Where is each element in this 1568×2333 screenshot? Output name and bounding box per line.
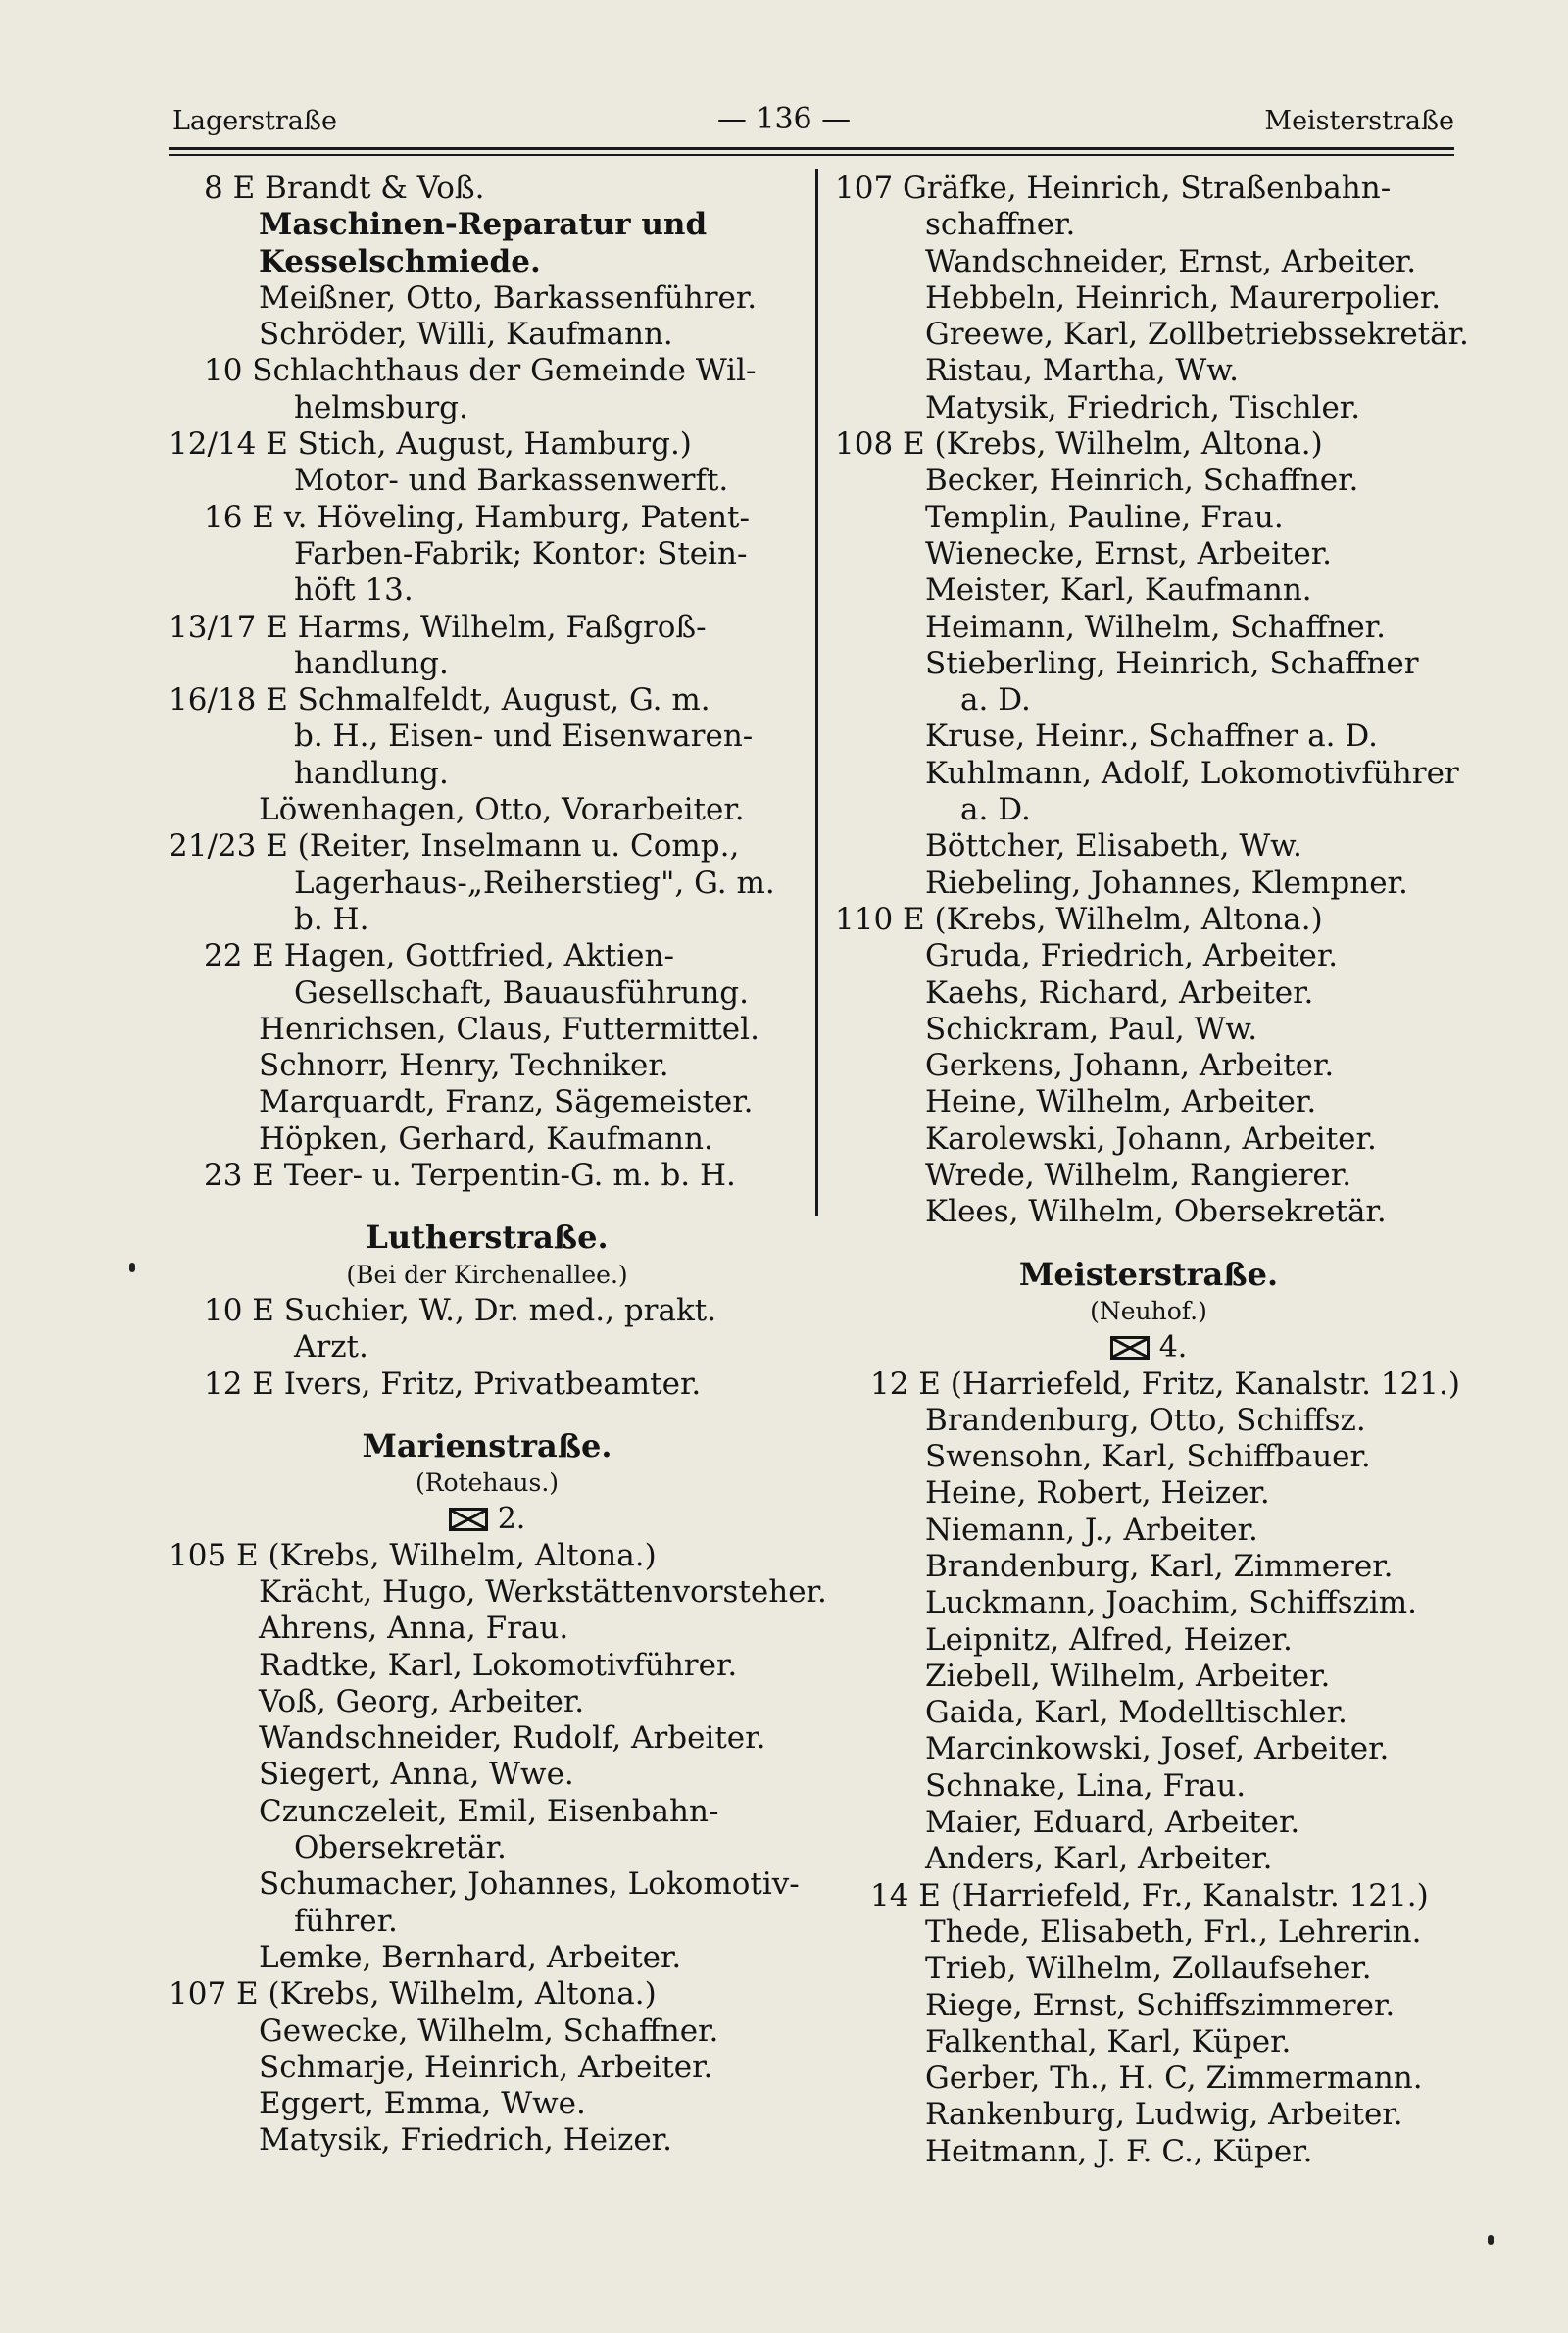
directory-entry-line: Marcinkowski, Josef, Arbeiter. xyxy=(925,1731,1390,1767)
directory-entry-line: Greewe, Karl, Zollbetriebssekretär. xyxy=(925,317,1469,353)
directory-entry-line: Niemann, J., Arbeiter. xyxy=(925,1512,1258,1548)
directory-entry-line: Obersekretär. xyxy=(294,1830,507,1866)
directory-entry-line: Matysik, Friedrich, Tischler. xyxy=(925,389,1361,425)
directory-entry-line: Schnorr, Henry, Techniker. xyxy=(259,1048,669,1084)
directory-entry-line: 12/14 E Stich, August, Hamburg.) xyxy=(169,426,692,463)
directory-entry-line: handlung. xyxy=(294,755,449,791)
street-heading: Lutherstraße. xyxy=(366,1218,609,1257)
header-rule-top xyxy=(169,147,1454,150)
ink-mark xyxy=(1488,2235,1494,2245)
directory-entry-line: Hebbeln, Heinrich, Maurerpolier. xyxy=(925,279,1442,316)
directory-entry-line: Eggert, Emma, Wwe. xyxy=(259,2086,586,2122)
street-district: (Bei der Kirchenallee.) xyxy=(346,1260,628,1289)
directory-entry-line: Wandschneider, Rudolf, Arbeiter. xyxy=(259,1720,766,1757)
directory-entry-line: Wrede, Wilhelm, Rangierer. xyxy=(925,1158,1352,1194)
directory-entry-line: Meißner, Otto, Barkassenführer. xyxy=(259,279,758,316)
directory-entry-line: Klees, Wilhelm, Obersekretär. xyxy=(925,1194,1387,1230)
directory-entry-line: Krächt, Hugo, Werkstättenvorsteher. xyxy=(259,1573,827,1610)
directory-entry-line: Gesellschaft, Bauausführung. xyxy=(294,974,749,1011)
postal-district-number: 2. xyxy=(497,1502,526,1537)
directory-entry-line: Siegert, Anna, Wwe. xyxy=(259,1757,574,1793)
directory-entry-line: Rankenburg, Ludwig, Arbeiter. xyxy=(925,2097,1403,2133)
directory-entry-line: Leipnitz, Alfred, Heizer. xyxy=(925,1621,1293,1658)
directory-entry-line: 8 E Brandt & Voß. xyxy=(204,171,485,206)
directory-entry-line: 107 E (Krebs, Wilhelm, Altona.) xyxy=(169,1976,657,2012)
directory-entry-line: Schmarje, Heinrich, Arbeiter. xyxy=(259,2049,713,2085)
directory-entry-line: Riege, Ernst, Schiffszimmerer. xyxy=(925,1987,1396,2023)
directory-entry-line: 10 Schlachthaus der Gemeinde Wil- xyxy=(204,353,757,389)
directory-entry-line: Gewecke, Wilhelm, Schaffner. xyxy=(259,2012,719,2049)
directory-entry-line: handlung. xyxy=(294,645,449,681)
directory-entry-line: Marquardt, Franz, Sägemeister. xyxy=(259,1084,754,1120)
directory-entry-line: Brandenburg, Karl, Zimmerer. xyxy=(925,1548,1394,1584)
directory-entry-line: Kesselschmiede. xyxy=(259,243,541,279)
directory-entry-line: a. D. xyxy=(960,792,1031,828)
directory-entry-line: Kuhlmann, Adolf, Lokomotivführer xyxy=(925,755,1459,791)
directory-entry-line: Matysik, Friedrich, Heizer. xyxy=(259,2122,672,2159)
directory-entry-line: Ahrens, Anna, Frau. xyxy=(259,1611,569,1647)
directory-entry-line: 110 E (Krebs, Wilhelm, Altona.) xyxy=(835,901,1323,937)
directory-entry-line: b. H. xyxy=(294,901,369,937)
directory-entry-line: Motor- und Barkassenwerft. xyxy=(294,463,729,499)
directory-entry-line: Henrichsen, Claus, Futtermittel. xyxy=(259,1011,760,1047)
directory-entry-line: 108 E (Krebs, Wilhelm, Altona.) xyxy=(835,426,1323,463)
directory-entry-line: 107 Gräfke, Heinrich, Straßenbahn- xyxy=(835,171,1392,206)
directory-entry-line: Becker, Heinrich, Schaffner. xyxy=(925,463,1359,499)
directory-entry-line: Gerkens, Johann, Arbeiter. xyxy=(925,1048,1335,1084)
directory-entry-line: Karolewski, Johann, Arbeiter. xyxy=(925,1120,1377,1157)
directory-entry-line: Höpken, Gerhard, Kaufmann. xyxy=(259,1120,713,1157)
directory-entry-line: Kaehs, Richard, Arbeiter. xyxy=(925,974,1314,1011)
directory-entry-line: Böttcher, Elisabeth, Ww. xyxy=(925,828,1302,865)
directory-entry-line: Thede, Elisabeth, Frl., Lehrerin. xyxy=(925,1913,1422,1950)
ink-mark xyxy=(129,1263,135,1272)
directory-entry-line: Heine, Robert, Heizer. xyxy=(925,1475,1270,1512)
directory-entry-line: Brandenburg, Otto, Schiffsz. xyxy=(925,1402,1366,1438)
directory-entry-line: Schumacher, Johannes, Lokomotiv- xyxy=(259,1866,800,1903)
street-heading: Marienstraße. xyxy=(362,1426,612,1464)
header-left-street: Lagerstraße xyxy=(172,106,337,136)
directory-entry-line: 14 E (Harriefeld, Fr., Kanalstr. 121.) xyxy=(870,1877,1429,1913)
directory-entry-line: Löwenhagen, Otto, Vorarbeiter. xyxy=(259,792,745,828)
envelope-icon xyxy=(449,1508,488,1531)
directory-entry-line: Gruda, Friedrich, Arbeiter. xyxy=(925,938,1339,974)
directory-entry-line: Maschinen-Reparatur und xyxy=(259,207,708,243)
street-district: (Rotehaus.) xyxy=(415,1468,560,1498)
directory-entry-line: Schnake, Lina, Frau. xyxy=(925,1767,1247,1804)
directory-entry-line: 10 E Suchier, W., Dr. med., prakt. xyxy=(204,1292,717,1328)
directory-entry-line: Ristau, Martha, Ww. xyxy=(925,353,1240,389)
directory-entry-line: 13/17 E Harms, Wilhelm, Faßgroß- xyxy=(169,609,707,645)
directory-entry-line: Anders, Karl, Arbeiter. xyxy=(925,1841,1273,1877)
directory-entry-line: Heimann, Wilhelm, Schaffner. xyxy=(925,609,1386,645)
directory-entry-line: Kruse, Heinr., Schaffner a. D. xyxy=(925,719,1378,755)
directory-entry-line: Falkenthal, Karl, Küper. xyxy=(925,2023,1292,2060)
header-right-street: Meisterstraße xyxy=(1264,106,1454,136)
directory-entry-line: b. H., Eisen- und Eisenwaren- xyxy=(294,719,754,755)
directory-entry-line: schaffner. xyxy=(925,207,1076,243)
directory-entry-line: helmsburg. xyxy=(294,389,468,425)
directory-entry-line: Wandschneider, Ernst, Arbeiter. xyxy=(925,243,1417,279)
directory-entry-line: Trieb, Wilhelm, Zollaufseher. xyxy=(925,1951,1372,1987)
directory-entry-line: Radtke, Karl, Lokomotivführer. xyxy=(259,1647,738,1683)
directory-entry-line: Heitmann, J. F. C., Küper. xyxy=(925,2133,1313,2169)
directory-entry-line: a. D. xyxy=(960,682,1031,719)
directory-entry-line: Czunczeleit, Emil, Eisenbahn- xyxy=(259,1793,719,1829)
postal-district xyxy=(169,1501,806,1537)
street-district: (Neuhof.) xyxy=(1090,1296,1207,1325)
envelope-icon xyxy=(1110,1336,1150,1360)
directory-entry-line: Meister, Karl, Kaufmann. xyxy=(925,572,1312,609)
directory-entry-line: Luckmann, Joachim, Schiffszim. xyxy=(925,1585,1418,1621)
directory-entry-line: Gaida, Karl, Modelltischler. xyxy=(925,1695,1348,1731)
directory-entry-line: Schröder, Willi, Kaufmann. xyxy=(259,317,673,353)
directory-entry-line: Maier, Eduard, Arbeiter. xyxy=(925,1805,1300,1841)
postal-district-number: 4. xyxy=(1158,1330,1188,1365)
directory-entry-line: 16 E v. Höveling, Hamburg, Patent- xyxy=(204,499,750,535)
directory-entry-line: Schickram, Paul, Ww. xyxy=(925,1011,1258,1047)
directory-entry-line: Riebeling, Johannes, Klempner. xyxy=(925,865,1408,901)
directory-entry-line: Lagerhaus-„Reiherstieg", G. m. xyxy=(294,865,775,901)
directory-entry-line: 12 E Ivers, Fritz, Privatbeamter. xyxy=(204,1365,702,1402)
right-column xyxy=(835,171,1469,2170)
directory-entry-line: Heine, Wilhelm, Arbeiter. xyxy=(925,1084,1317,1120)
header-rule-bottom xyxy=(169,154,1454,156)
directory-entry-line: 22 E Hagen, Gottfried, Aktien- xyxy=(204,938,674,974)
column-separator xyxy=(815,169,818,1216)
directory-entry-line: führer. xyxy=(294,1903,398,1939)
directory-entry-line: höft 13. xyxy=(294,572,414,609)
directory-entry-line: 16/18 E Schmalfeldt, August, G. m. xyxy=(169,682,710,719)
directory-entry-line: Ziebell, Wilhelm, Arbeiter. xyxy=(925,1658,1331,1694)
directory-entry-line: Templin, Pauline, Frau. xyxy=(925,499,1284,535)
postal-district xyxy=(835,1329,1462,1365)
directory-entry-line: Arzt. xyxy=(294,1329,368,1365)
directory-entry-line: Stieberling, Heinrich, Schaffner xyxy=(925,645,1419,681)
directory-entry-line: 23 E Teer- u. Terpentin-G. m. b. H. xyxy=(204,1158,736,1194)
page-number: — 136 — xyxy=(716,102,852,136)
directory-entry-line: Lemke, Bernhard, Arbeiter. xyxy=(259,1939,682,1975)
directory-entry-line: 105 E (Krebs, Wilhelm, Altona.) xyxy=(169,1537,657,1573)
street-heading: Meisterstraße. xyxy=(1018,1255,1279,1293)
directory-entry-line: 12 E (Harriefeld, Fritz, Kanalstr. 121.) xyxy=(870,1365,1460,1402)
directory-entry-line: Voß, Georg, Arbeiter. xyxy=(259,1683,585,1719)
directory-entry-line: Wienecke, Ernst, Arbeiter. xyxy=(925,535,1332,571)
directory-entry-line: Gerber, Th., H. C, Zimmermann. xyxy=(925,2060,1423,2097)
directory-entry-line: Swensohn, Karl, Schiffbauer. xyxy=(925,1439,1371,1475)
directory-entry-line: Farben-Fabrik; Kontor: Stein- xyxy=(294,535,748,571)
left-column xyxy=(169,171,827,2159)
directory-entry-line: 21/23 E (Reiter, Inselmann u. Comp., xyxy=(169,828,740,865)
